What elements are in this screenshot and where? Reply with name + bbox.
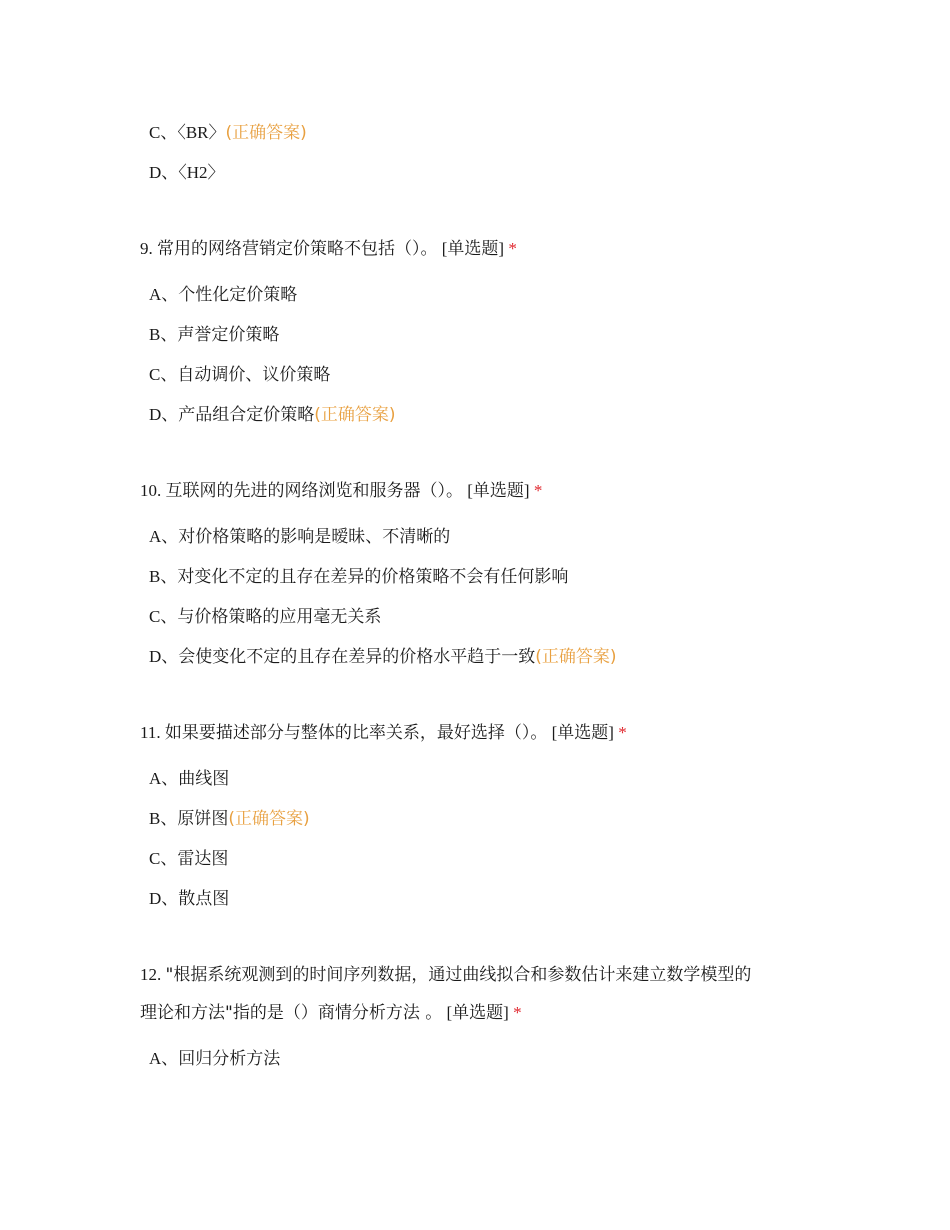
option-text: 原饼图: [177, 809, 229, 829]
option-text: 自动调价、议价策略: [177, 365, 331, 385]
question-10-option-b: [149, 565, 568, 589]
option-letter: C、: [149, 365, 178, 384]
option-letter: D、: [149, 163, 179, 182]
correct-answer-label: (正确答案): [225, 123, 307, 143]
correct-answer-label: (正确答案): [228, 809, 310, 829]
question-number: 12.: [140, 965, 162, 984]
option-letter: A、: [149, 527, 179, 546]
option-letter: A、: [149, 285, 179, 304]
option-text: 与价格策略的应用毫无关系: [177, 607, 382, 627]
question-type: [单选题]: [551, 723, 614, 742]
option-text: 对价格策略的影响是暧昧、不清晰的: [178, 527, 451, 547]
question-type: [单选题]: [446, 1003, 509, 1022]
option-c-prev: [149, 121, 307, 145]
option-text: 会使变化不定的且存在差异的价格水平趋于一致: [178, 647, 536, 667]
question-11-option-b: [149, 807, 310, 831]
option-letter: D、: [149, 647, 179, 666]
question-12-title-line2: [140, 1001, 522, 1025]
option-text: 声誉定价策略: [177, 325, 280, 345]
question-10-title: [140, 479, 542, 503]
question-12-option-a: [149, 1047, 280, 1071]
option-letter: A、: [149, 1049, 179, 1068]
option-text: 曲线图: [178, 769, 230, 789]
question-11-option-a: [149, 767, 229, 791]
option-text: 回归分析方法: [178, 1049, 281, 1069]
option-letter: B、: [149, 325, 178, 344]
question-10-option-d: [149, 645, 617, 669]
option-letter: B、: [149, 567, 178, 586]
option-text: 〈H2〉: [178, 163, 225, 182]
question-9-option-c: [149, 363, 330, 387]
option-letter: C、: [149, 849, 178, 868]
option-letter: D、: [149, 889, 179, 908]
question-11-title: [140, 721, 627, 745]
required-marker: *: [513, 1003, 522, 1022]
required-marker: *: [508, 239, 517, 258]
question-number: 10.: [140, 481, 162, 500]
question-9-title: [140, 237, 517, 261]
option-letter: A、: [149, 769, 179, 788]
correct-answer-label: (正确答案): [314, 405, 396, 425]
option-letter: D、: [149, 405, 179, 424]
question-9-option-d: [149, 403, 396, 427]
option-text: 〈BR〉: [177, 123, 226, 142]
correct-answer-label: (正确答案): [535, 647, 617, 667]
question-9-option-a: [149, 283, 297, 307]
option-text: 个性化定价策略: [178, 285, 298, 305]
required-marker: *: [533, 481, 543, 500]
option-letter: B、: [149, 809, 178, 828]
option-text: 产品组合定价策略: [178, 405, 315, 425]
question-11-option-d: [149, 887, 229, 911]
option-letter: C、: [149, 607, 178, 626]
option-text: 散点图: [178, 889, 230, 909]
option-text: 对变化不定的且存在差异的价格策略不会有任何影响: [177, 567, 569, 587]
question-number: 9.: [140, 239, 153, 258]
option-d-prev: [149, 161, 225, 185]
option-letter: C、: [149, 123, 178, 142]
question-type: [单选题]: [467, 481, 530, 500]
question-type: [单选题]: [441, 239, 505, 258]
question-text: "根据系统观测到的时间序列数据，通过曲线拟合和参数估计来建立数学模型的: [165, 965, 752, 985]
question-text-continued: 理论和方法"指的是（）商情分析方法 。: [140, 1003, 443, 1023]
required-marker: *: [618, 723, 627, 742]
question-12-title-line1: [140, 963, 751, 987]
option-text: 雷达图: [177, 849, 229, 869]
question-number: 11.: [140, 723, 161, 742]
question-text: 常用的网络营销定价策略不包括（）。: [157, 239, 438, 259]
question-text: 如果要描述部分与整体的比率关系，最好选择（）。: [164, 723, 548, 743]
question-10-option-a: [149, 525, 450, 549]
question-9-option-b: [149, 323, 279, 347]
question-10-option-c: [149, 605, 381, 629]
question-text: 互联网的先进的网络浏览和服务器（）。: [165, 481, 463, 501]
question-11-option-c: [149, 847, 228, 871]
